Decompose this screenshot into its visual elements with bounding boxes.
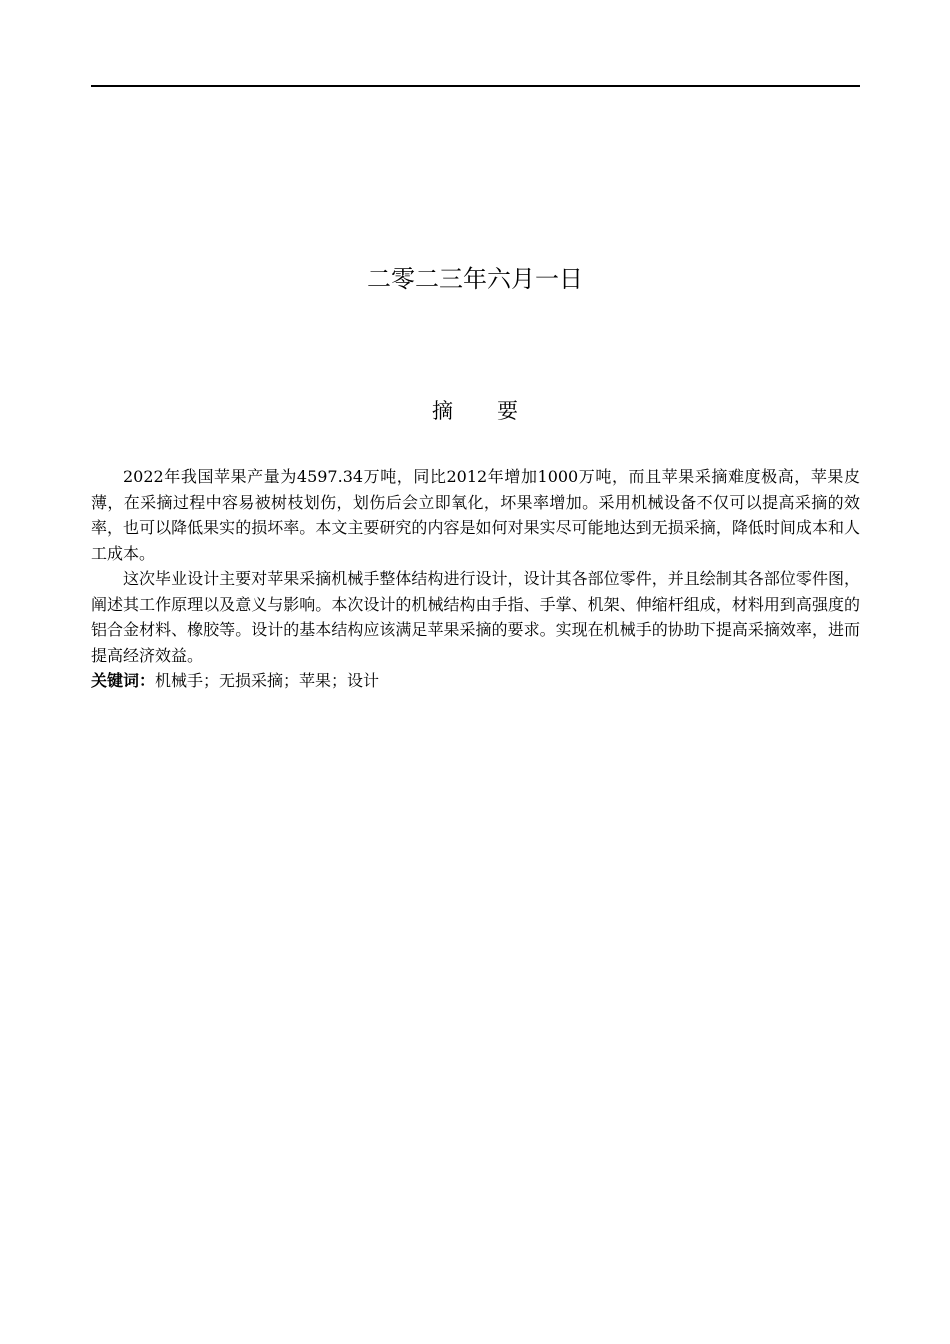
- header-rule: [91, 85, 860, 87]
- keywords-line: [91, 668, 860, 694]
- abstract-paragraph-2: 这次毕业设计主要对苹果采摘机械手整体结构进行设计，设计其各部位零件，并且绘制其各部位零件图，阐述其工作原理以及意义与影响。本次设计的机械结构由手指、手掌、机架、伸缩杆组成，材料用到高强度的铝合金材料、橡胶等。设计的基本结构应该满足苹果采摘的要求。实现在机械手的协助下提高采摘效率，进而提高经济效益。: [91, 569, 860, 665]
- abstract-heading: 摘要: [432, 399, 562, 423]
- keywords-label: 关键词：: [91, 671, 156, 690]
- abstract-paragraph-1: 2022年我国苹果产量为4597.34万吨，同比2012年增加1000万吨，而且苹果采摘难度极高，苹果皮薄，在采摘过程中容易被树枝划伤，划伤后会立即氧化，坏果率增加。采用机械设备不仅可以提高采摘的效率，也可以降低果实的损坏率。本文主要研究的内容是如何对果实尽可能地达到无损采摘，降低时间成本和人工成本。: [91, 467, 860, 563]
- date-line: 二零二三年六月一日: [367, 265, 583, 293]
- keywords-text: 机械手；无损采摘；苹果；设计: [155, 671, 380, 690]
- abstract-body: [91, 464, 860, 694]
